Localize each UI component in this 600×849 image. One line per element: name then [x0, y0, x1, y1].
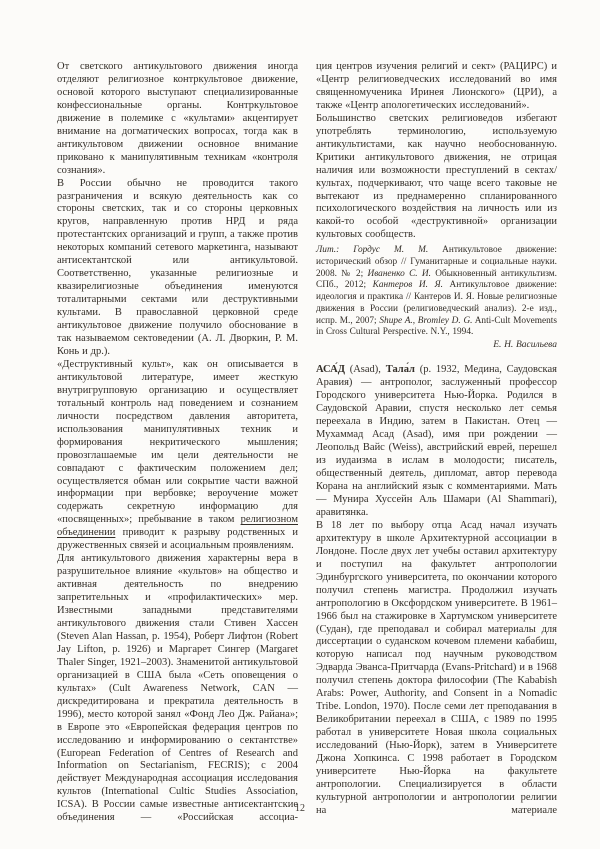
paragraph: Для антикультового движения характерны вера в разрушительное влияние «культов» на общество и активная деятельность по внедрению запретительных и «профилактических» мер. Известными западными представителями антикультового движения стали Стивен Хассен (Steven Alan Hassan, р. 1954), Роберт Лифтон (Robert Jay Lifton, р. 1926) и Маргарет Сингер (Margaret Thaler Singer, 1921–2003). Знаменитой антикультовой организацией в США была «Сеть оповещения о культах» (Cult Awareness Network, CAN — дискредитирована и прекратила деятельность в 1996), место которой занял «Фонд Лео Дж. Райана»; в Европе это «Европейская федерация центров по исследованию и информированию о сектантстве» (European Federation of Centres of Research and Information on Sectarianism, FECRIS); с 2004 действует Международная ассоциация исследования культов (International Cultic Studies Association, ICSA). В России самые известные антисектантские объединения — «Российская ассоциа-: [57, 553, 298, 824]
author-signature: Е. Н. Васильева: [493, 339, 557, 350]
cross-reference-term: религиозном объединении: [57, 514, 298, 539]
dictionary-entry-start: АСА́Д (Asad), Тала́л (р. 1932, Медина, Саудовская Аравия) — антрополог, заслуженный профессор Городского университета Нью-Йорка. Родился в Саудовской Аравии, спустя несколько лет семья переехала в Индию, затем в Пакистан. Отец — Мухаммад Асад (Asad), имя при рождении — Леопольд Вайс (Weiss), австрийский еврей, перешел из иудаизма в ислам в молодости; писатель, общественный деятель, дипломат, автор перевода Корана на английский язык с комментариями. Мать — Мунира Хуссейн Аль Шамари (Al Shammari), аравитянка.: [316, 364, 557, 518]
left-column: [57, 61, 298, 825]
paragraph: В 18 лет по выбору отца Асад начал изучать архитектуру в школе Архитектурной ассоциации в Лондоне. После двух лет учебы оставил архитектуру и поступил на факультет антропологии Эдинбургского университета, по окончании которого получил степень магистра. Продолжил изучать антропологию в Оксфордском университете. В 1961–1966 был на стажировке в Хартумском университете (Судан), где преподавал и собирал материалы для диссертации о суданском кочевом племени кабабиш, которую написал под научным руководством Эдварда Эванса-Притчарда (Evans-Pritchard) и в 1968 получил степень доктора философии (The Kababish Arabs: Power, Authority, and Consent in a Nomadic Tribe. London, 1970). После семи лет преподавания в Великобритании переехал в США, с 1989 по 1995 работал в университете Новая школа социальных исследований (Нью-Йорк), затем в Университете Джона Хопкинса. С 1998 работает в Городском университете Нью-Йорка на факультете антропологии. Специализируется в области культурной антропологии и антропологии религии на материале: [316, 519, 557, 816]
paragraph: Большинство светских религиоведов избегают употреблять терминологию, используемую антикультистами, как научно необоснованную. Критики антикультового движения, не отрицая наличия или возможности преступлений в сектах/культах, подчеркивают, что чаще всего таковые не вытекают из преднамеренно спланированного психологического воздействия на личность или из какой-то особой «деструктивной» организации культовых сообществ.: [316, 112, 557, 241]
text-columns: [57, 61, 557, 825]
page-number: 12: [295, 803, 305, 814]
paragraph: «Деструктивный культ», как он описывается в антикультовой литературе, имеет жесткую внутригрупповую организацию и осуществляет тотальный контроль над поведением и сознанием личности посредством давления авторитета, использования манипулятивных техник и формирования некритического мышления; провозглашаемые им цели деятельности не совпадают с фактическим положением дел; осуществляется обман или сокрытие части важной информации при вербовке; вероучение может содержать секретную информацию для «посвященных»; пребывание в таком религиозном объединении приводит к разрыву родственных и дружественных связей и асоциальным проявлениям.: [57, 358, 298, 552]
literature-references: Лит.: Гордус М. М. Антикультовое движение: исторический обзор // Гуманитарные и социальные науки. 2008. № 2; Иваненко С. И. Обыкновенный антикультизм. СПб., 2012; Кантеров И. Я. Антикультовое движение: идеология и практика // Кантеров И. Я. Новые религиозные движения в России (религиоведческий анализ). 2-е изд., испр. М., 2007; Shupe A., Bromley D. G. Anti-Cult Movements in Cross Cultural Perspective. N.Y., 1994.: [316, 245, 558, 338]
paragraph: От светского антикультового движения иногда отделяют религиозное контркультовое движение, основой которого выступают специализированные конфессиональные органы. Контркультовое движение в полемике с «культами» акцентирует внимание на догматических вопросах, тогда как в антикультовом движении основное внимание приковано к манипулятивным техникам «контроля сознания».: [57, 61, 298, 176]
right-column: [316, 61, 557, 825]
paragraph-continuation: ция центров изучения религий и сект» (РАЦИРС) и «Центр религиоведческих исследований во имя священномученика Иринея Лионского» (ЦРИ), а также «Центр апологетических исследований».: [316, 61, 557, 111]
paragraph: В России обычно не проводится такого разграничения и всякую деятельность как со стороны светских, так и со стороны церковных кругов, направленную против НРД и ряда протестантских организаций и групп, а также против некоторых компаний сетевого маркетинга, называют антисектантской или антикультовой. Соответственно, указанные религиозные и квазирелигиозные объединения именуются тоталитарными сектами или деструктивными культами. В православной церковной среде антикультовое движение получило обоснование в так называемом сектоведении (А. Л. Дворкин, Р. М. Конь и др.).: [57, 177, 298, 357]
